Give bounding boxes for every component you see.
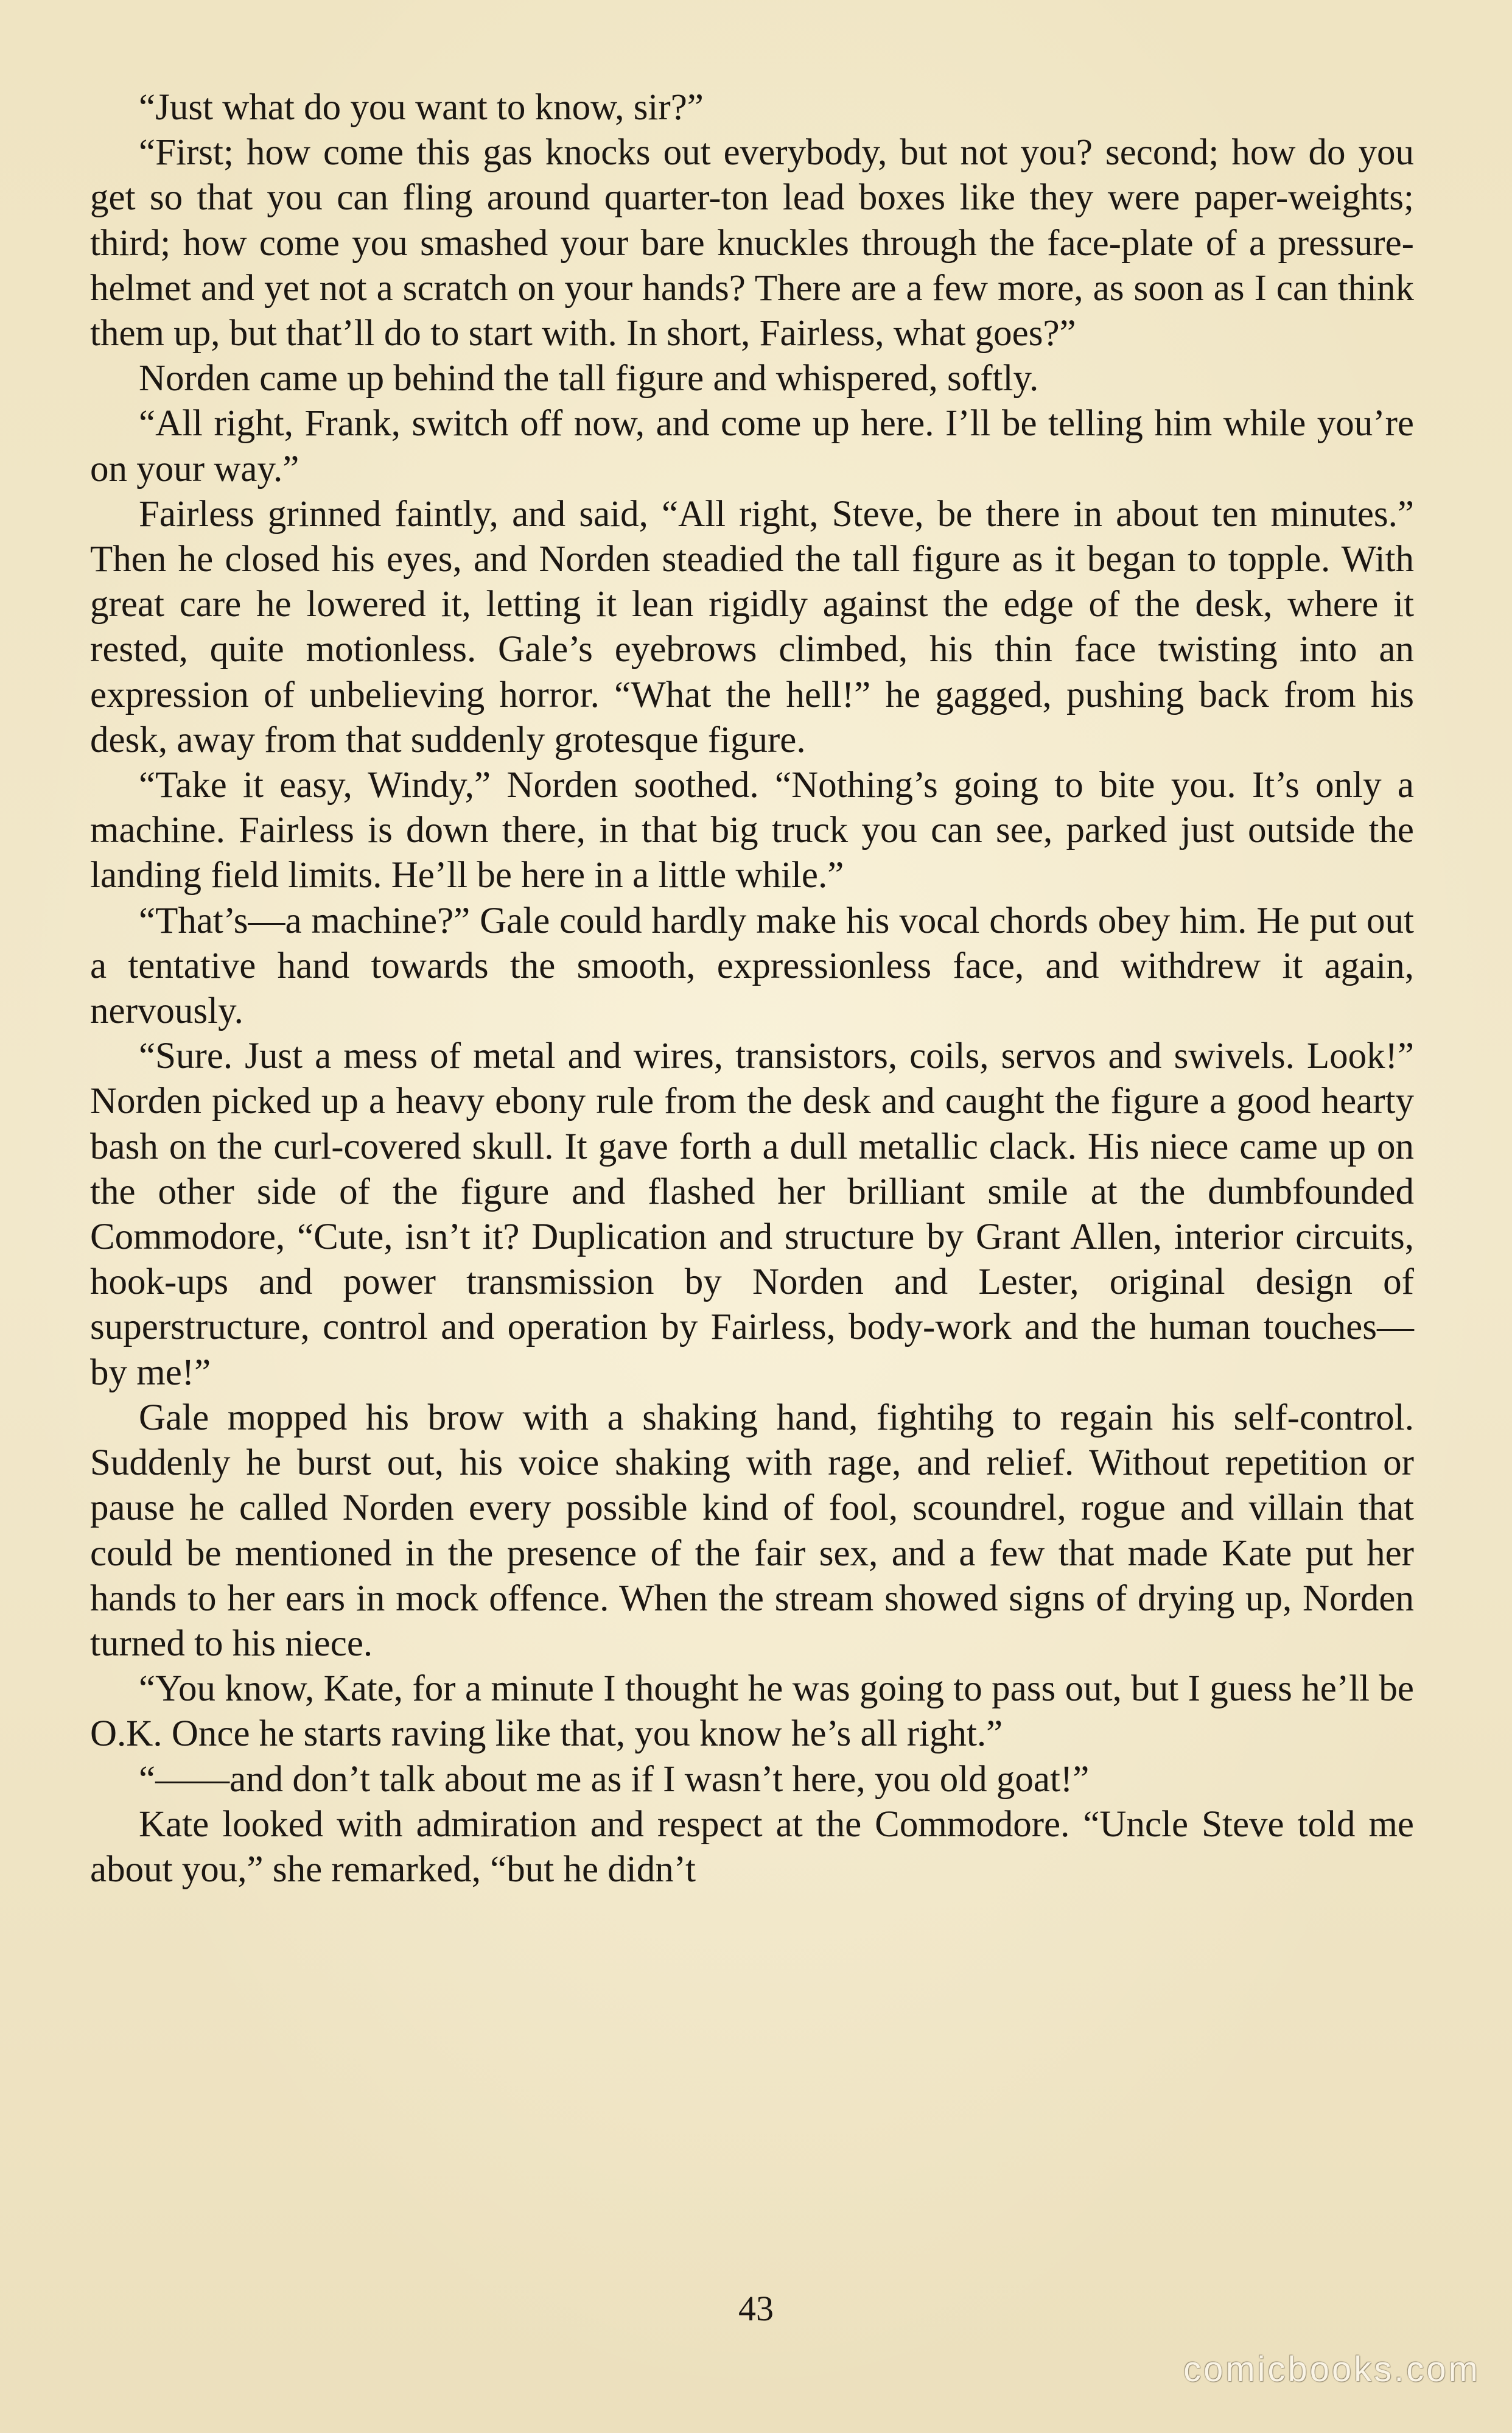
paragraph: Kate looked with admiration and respect at the Commodore. “Uncle Steve told me about you,” she remarked, “but he didn’t: [90, 1803, 1414, 1890]
paragraph: “Take it easy, Windy,” Norden soothed. “Nothing’s going to bite you. It’s only a machine. Fairless is down there, in that big truck you can see, parked just outside the landing field limits. He’ll be here in a little while.”: [90, 765, 1414, 896]
paragraph: “All right, Frank, switch off now, and come up here. I’ll be telling him while you’re on your way.”: [90, 403, 1414, 490]
paragraph: “——and don’t talk about me as if I wasn’t here, you old goat!”: [139, 1758, 1090, 1800]
paragraph: “Sure. Just a mess of metal and wires, transistors, coils, servos and swivels. Look!” Norden picked up a heavy ebony rule from the desk and caught the figure a good hearty bash on the curl-covered skull. It gave forth a dull metallic clack. His niece came up on the other side of the figure and flashed her brilliant smile at the dumbfounded Commodore, “Cute, isn’t it? Duplication and structure by Grant Allen, interior circuits, hook-ups and power transmission by Norden and Lester, original design of superstructure, control and operation by Fairless, body-work and the human touches—by me!”: [90, 1036, 1414, 1393]
paragraph: “That’s—a machine?” Gale could hardly make his vocal chords obey him. He put out a tentative hand towards the smooth, expressionless face, and withdrew it again, nervously.: [90, 900, 1414, 1032]
story-text: [90, 85, 1414, 1892]
paragraph: Norden came up behind the tall figure and whispered, softly.: [139, 358, 1039, 399]
watermark: comicbooks.com: [1183, 2350, 1480, 2389]
paragraph: “You know, Kate, for a minute I thought he was going to pass out, but I guess he’ll be O.K. Once he starts raving like that, you know he’s all right.”: [90, 1668, 1414, 1755]
paragraph: “Just what do you want to know, sir?”: [139, 87, 704, 128]
paragraph: “First; how come this gas knocks out everybody, but not you? second; how do you get so that you can fling around quarter-ton lead boxes like they were paper-weights; third; how come you smashed your bare knuckles through the face-plate of a pressure-helmet and yet not a scratch on your hands? There are a few more, as soon as I can think them up, but that’ll do to start with. In short, Fairless, what goes?”: [90, 132, 1414, 354]
page-number: 43: [738, 2289, 774, 2328]
paragraph: Gale mopped his brow with a shaking hand, fightihg to regain his self-control. Suddenly he burst out, his voice shaking with rage, and relief. Without repetition or pause he called Norden every possible kind of fool, scoundrel, rogue and villain that could be mentioned in the presence of the fair sex, and a few that made Kate put her hands to her ears in mock offence. When the stream showed signs of drying up, Norden turned to his niece.: [90, 1397, 1414, 1664]
paragraph: Fairless grinned faintly, and said, “All right, Steve, be there in about ten minutes.” Then he closed his eyes, and Norden steadied the tall figure as it began to topple. With great care he lowered it, letting it lean rigidly against the edge of the desk, where it rested, quite motionless. Gale’s eyebrows climbed, his thin face twisting into an expression of unbelieving horror. “What the hell!” he gagged, pushing back from his desk, away from that suddenly grotesque figure.: [90, 493, 1414, 760]
